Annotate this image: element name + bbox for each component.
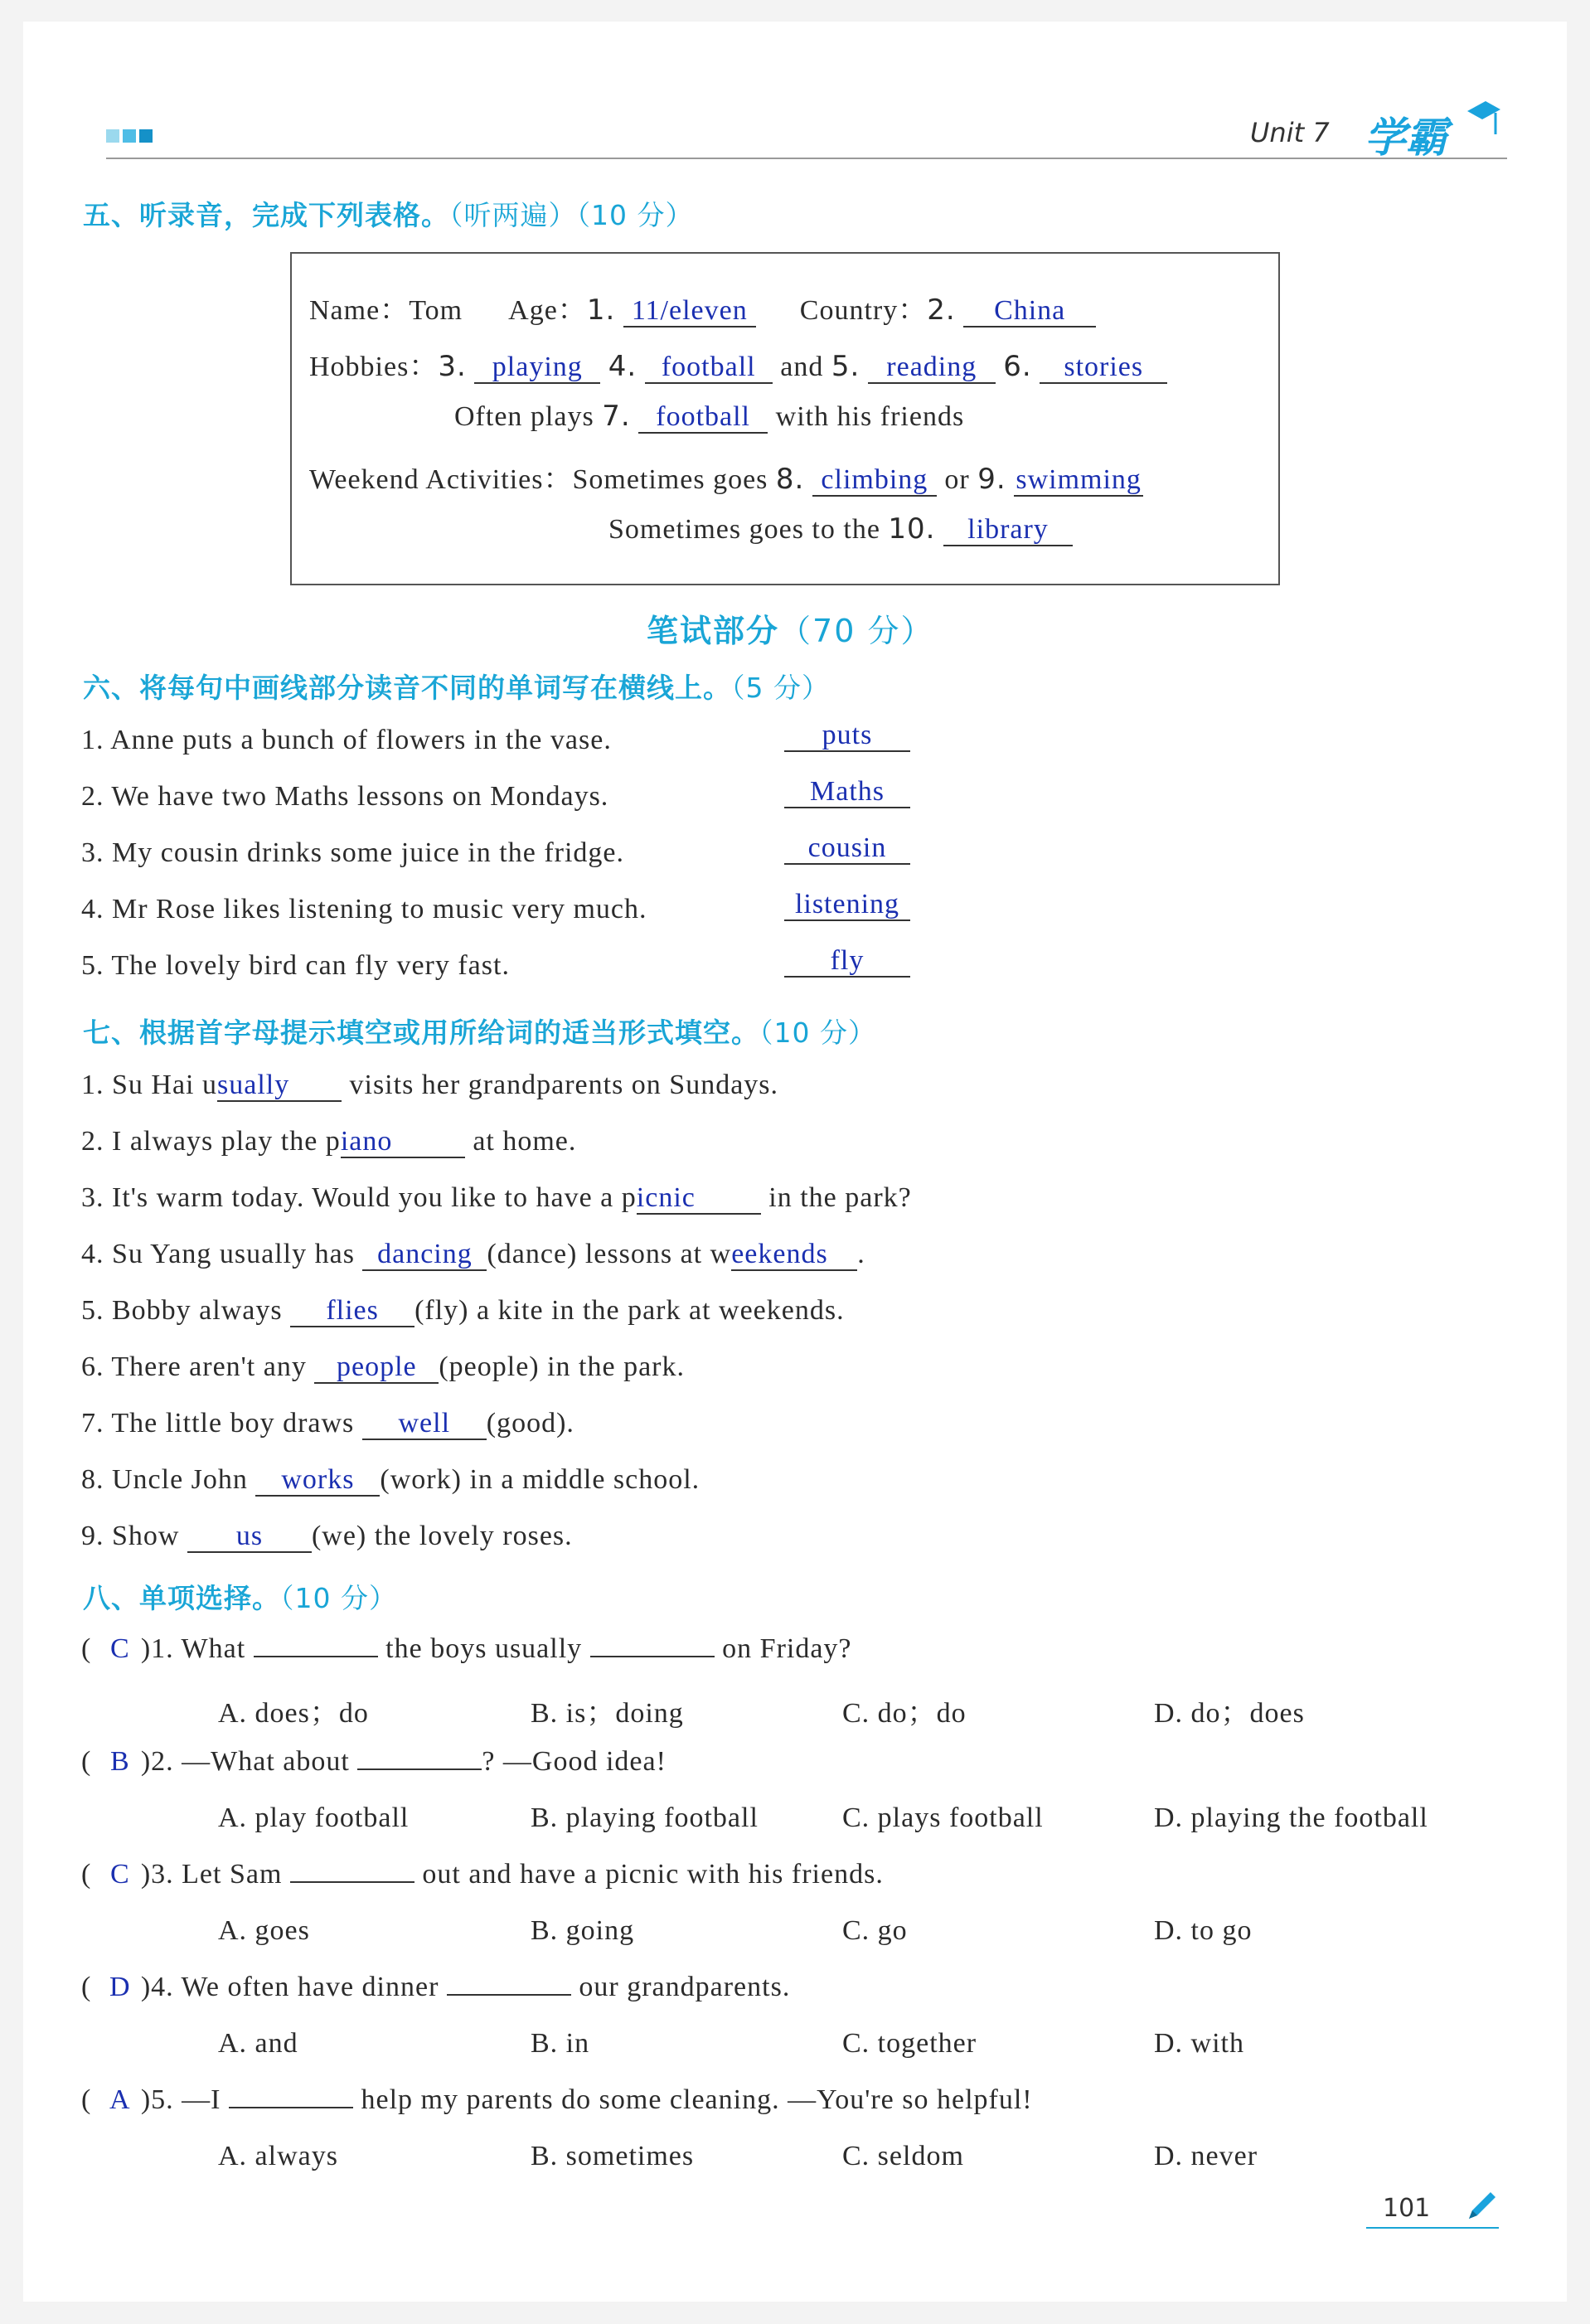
section7-item-2: 2. I always play the piano at home. xyxy=(81,1126,577,1157)
table-row-weekend: Weekend Activities：Sometimes goes 8. climbing or 9. swimming xyxy=(309,456,1143,497)
header-unit: Unit 7 xyxy=(1250,117,1330,148)
section5-title: 五、听录音，完成下列表格。（听两遍）（10 分） xyxy=(83,199,694,231)
mcq-4-option-d: D. with xyxy=(1154,2028,1244,2059)
mcq-1-option-c: C. do；do xyxy=(842,1698,967,1729)
footer-rule xyxy=(1366,2227,1499,2229)
header-squares xyxy=(106,129,153,146)
section7-item-5: 5. Bobby always flies (fly) a kite in the park at weekends. xyxy=(81,1295,845,1326)
answer-hobby-6: stories xyxy=(1040,352,1167,384)
mcq-5-option-c: C. seldom xyxy=(842,2141,964,2171)
section8-title: 八、单项选择。（10 分） xyxy=(83,1582,397,1614)
answer-weekend-10: library xyxy=(943,515,1073,546)
table-row-library: Sometimes goes to the 10. library xyxy=(608,512,1073,546)
mcq-1-option-a: A. does；do xyxy=(218,1698,369,1729)
brand-cap-icon xyxy=(1462,98,1502,144)
section6-answer-1: puts xyxy=(784,720,910,752)
section6-item-3: 3. My cousin drinks some juice in the fridge. xyxy=(81,837,625,868)
section7-item-8: 8. Uncle John works (work) in a middle school. xyxy=(81,1464,700,1495)
section6-answer-4: listening xyxy=(784,889,910,921)
section7-item-6: 6. There aren't any people (people) in the park. xyxy=(81,1351,685,1382)
section6-item-2: 2. We have two Maths lessons on Mondays. xyxy=(81,781,609,812)
section6-answer-5: fly xyxy=(784,945,910,978)
mcq-1-option-d: D. do；does xyxy=(1154,1698,1305,1729)
section7-item-7: 7. The little boy draws well (good). xyxy=(81,1408,574,1439)
workbook-page xyxy=(23,22,1567,2302)
section6-item-4: 4. Mr Rose likes listening to music very much. xyxy=(81,894,647,924)
mcq-5-option-a: A. always xyxy=(218,2141,338,2171)
mcq-question-3: ( C )3. Let Sam out and have a picnic with his friends. xyxy=(81,1859,884,1890)
table-row-name: Name：Tom Age：1. 11/eleven Country：2. China xyxy=(309,287,1096,327)
answer-hobby-4: football xyxy=(645,352,773,384)
section7-item-9: 9. Show us (we) the lovely roses. xyxy=(81,1521,573,1551)
pencil-icon xyxy=(1464,2187,1500,2227)
mcq-question-5: ( A )5. —I help my parents do some cleaning. —You're so helpful! xyxy=(81,2084,1033,2115)
section6-item-5: 5. The lovely bird can fly very fast. xyxy=(81,950,510,981)
answer-age: 11/eleven xyxy=(623,296,756,327)
table-row-hobbies: Hobbies：3. playing 4. football and 5. reading 6. stories xyxy=(309,343,1167,384)
mcq-2-option-a: A. play football xyxy=(218,1802,410,1833)
mcq-question-2: ( B )2. —What about ? —Good idea! xyxy=(81,1746,667,1777)
mcq-answer-2: B xyxy=(109,1746,130,1777)
section7-item-1: 1. Su Hai usually visits her grandparents on Sundays. xyxy=(81,1070,779,1100)
section7-item-3: 3. It's warm today. Would you like to have a picnic in the park? xyxy=(81,1182,912,1213)
section7-title: 七、根据首字母提示填空或用所给词的适当形式填空。（10 分） xyxy=(83,1016,876,1049)
answer-hobby-5: reading xyxy=(868,352,996,384)
section6-answer-3: cousin xyxy=(784,832,910,865)
mcq-question-4: ( D )4. We often have dinner our grandparents. xyxy=(81,1972,791,2002)
mcq-answer-3: C xyxy=(109,1859,130,1890)
mcq-3-option-c: C. go xyxy=(842,1915,908,1946)
mcq-5-option-b: B. sometimes xyxy=(531,2141,695,2171)
mcq-answer-1: C xyxy=(109,1633,130,1664)
mcq-3-option-a: A. goes xyxy=(218,1915,310,1946)
header-rule xyxy=(106,158,1507,159)
mcq-3-option-b: B. going xyxy=(531,1915,635,1946)
answer-weekend-8: climbing xyxy=(812,465,937,497)
mcq-2-option-d: D. playing the football xyxy=(1154,1802,1428,1833)
page-number: 101 xyxy=(1383,2194,1431,2223)
mcq-5-option-d: D. never xyxy=(1154,2141,1258,2171)
section6-title: 六、将每句中画线部分读音不同的单词写在横线上。（5 分） xyxy=(83,672,830,704)
written-part-title: 笔试部分（70 分） xyxy=(647,613,934,649)
mcq-answer-5: A xyxy=(109,2084,131,2115)
mcq-4-option-c: C. together xyxy=(842,2028,977,2059)
mcq-question-1: ( C )1. What the boys usually on Friday? xyxy=(81,1633,852,1664)
answer-hobby-3: playing xyxy=(474,352,600,384)
mcq-4-option-a: A. and xyxy=(218,2028,298,2059)
mcq-3-option-d: D. to go xyxy=(1154,1915,1253,1946)
answer-country: China xyxy=(963,296,1096,327)
mcq-2-option-b: B. playing football xyxy=(531,1802,759,1833)
header-brand: 学霸 xyxy=(1365,114,1447,162)
mcq-answer-4: D xyxy=(109,1972,131,2002)
table-row-often: Often plays 7. football with his friends xyxy=(454,400,965,433)
mcq-2-option-c: C. plays football xyxy=(842,1802,1044,1833)
mcq-4-option-b: B. in xyxy=(531,2028,590,2059)
answer-often: football xyxy=(638,402,768,434)
section6-answer-2: Maths xyxy=(784,776,910,808)
mcq-1-option-b: B. is；doing xyxy=(531,1698,684,1729)
answer-weekend-9: swimming xyxy=(1014,465,1143,497)
section6-item-1: 1. Anne puts a bunch of flowers in the vase. xyxy=(81,725,612,755)
section7-item-4: 4. Su Yang usually has dancing (dance) lessons at weekends . xyxy=(81,1239,865,1269)
